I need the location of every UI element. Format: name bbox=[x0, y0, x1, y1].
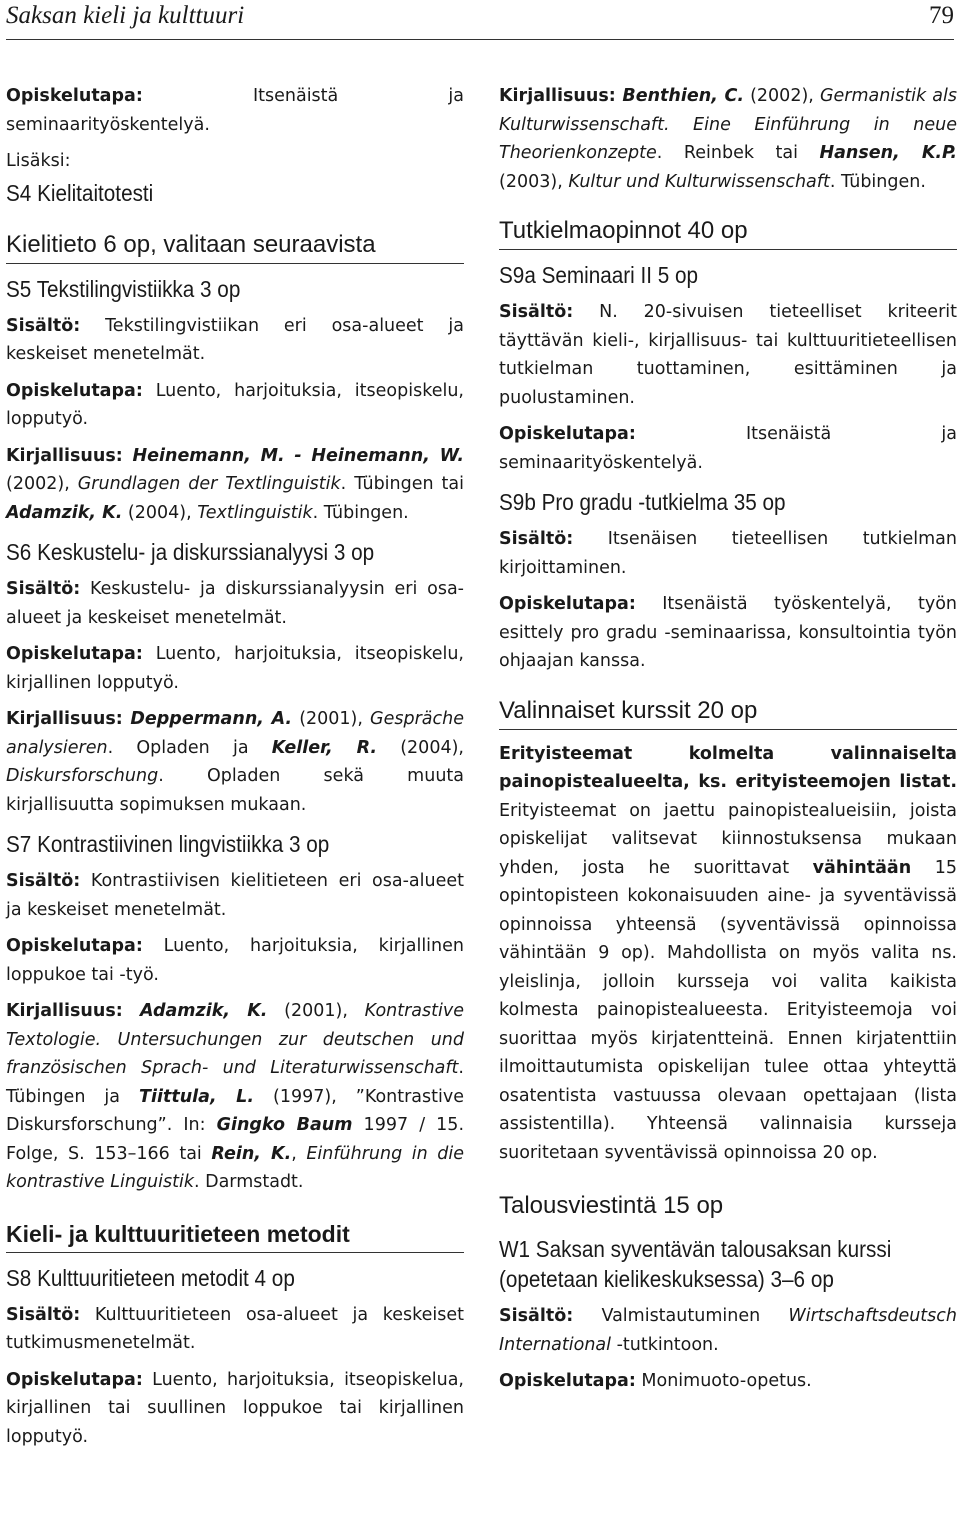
s9b-content: Sisältö: Itsenäisen tieteellisen tutkielman kirjoittaminen. bbox=[499, 529, 957, 578]
course-title-s8: S8 Kulttuuritieteen metodit 4 op bbox=[6, 1264, 295, 1291]
left-column bbox=[6, 82, 464, 1459]
w1-content: Sisältö: Valmistautuminen Wirtschaftsdeutsch International -tutkintoon. bbox=[499, 1306, 957, 1355]
course-title-s4: S4 Kielitaitotesti bbox=[6, 179, 154, 206]
s7-content: Sisältö: Kontrastiivisen kielitieteen eri osa-alueet ja keskeiset menetelmät. bbox=[6, 871, 464, 920]
s8-literature: Kirjallisuus: Benthien, C. (2002), Germanistik als Kulturwissenschaft. Eine Einführung in neue Theorienkonzepte. Reinbek tai Hansen, K.P. (2003), Kultur und Kulturwissenschaft. Tübingen. bbox=[499, 86, 957, 192]
s9a-method: Opiskelutapa: Itsenäistä ja seminaarityöskentelyä. bbox=[499, 424, 957, 473]
additional-label: Lisäksi: bbox=[6, 151, 71, 171]
s7-literature: Kirjallisuus: Adamzik, K. (2001), Kontrastive Textologie. Untersuchungen zur deutschen und französischen Sprach- und Literaturwissenschaft. Tübingen ja Tiittula, L. (1997), ”Kontrastive Diskursforschung”. In: Gingko Baum 1997 / 15. Folge, S. 153–166 tai Rein, K., Einführung in die kontrastive Linguistik. Darmstadt. bbox=[6, 1001, 465, 1192]
section-heading-metodit: Kieli- ja kulttuuritieteen metodit bbox=[6, 1219, 464, 1253]
page-number: 79 bbox=[929, 2, 954, 29]
s5-method: Opiskelutapa: Luento, harjoituksia, itseopiskelu, lopputyö. bbox=[6, 380, 464, 429]
course-title-s9b: S9b Pro gradu -tutkielma 35 op bbox=[499, 489, 786, 515]
course-title-s9a: S9a Seminaari II 5 op bbox=[499, 262, 699, 288]
s9a-content: Sisältö: N. 20-sivuisen tieteelliset kriteerit täyttävän kieli-, kirjallisuus- tai kulttuuritieteellisen tutkielman tuottaminen, esittäminen ja puolustaminen. bbox=[499, 302, 957, 408]
section-heading-kielitieto: Kielitieto 6 op, valitaan seuraavista bbox=[6, 230, 464, 264]
s9b-method: Opiskelutapa: Itsenäistä työskentelyä, työn esittely pro gradu -seminaarissa, konsultointia työn ohjaajan kanssa. bbox=[499, 594, 957, 671]
section-heading-talous: Talousviestintä 15 op bbox=[499, 1192, 724, 1219]
running-head-title: Saksan kieli ja kulttuuri bbox=[6, 2, 245, 29]
study-method-paragraph: Opiskelutapa: Itsenäistä ja seminaarityöskentelyä. bbox=[6, 86, 464, 135]
running-head bbox=[6, 0, 954, 38]
course-title-w1: W1 Saksan syventävän talousaksan kurssi (opetetaan kielikeskuksessa) 3–6 op bbox=[499, 1236, 892, 1292]
course-title-s7: S7 Kontrastiivinen lingvistiikka 3 op bbox=[6, 831, 330, 857]
s7-method: Opiskelutapa: Luento, harjoituksia, kirjallinen loppukoe tai -työ. bbox=[6, 936, 464, 985]
s6-literature: Kirjallisuus: Deppermann, A. (2001), Gespräche analysieren. Opladen ja Keller, R. (2004), Diskursforschung. Opladen sekä muuta kirjallisuutta sopimuksen mukaan. bbox=[6, 709, 464, 815]
section-heading-valinnaiset: Valinnaiset kurssit 20 op bbox=[499, 696, 957, 730]
section-heading-tutkielma: Tutkielmaopinnot 40 op bbox=[499, 216, 957, 250]
s6-content: Sisältö: Keskustelu- ja diskurssianalyysin eri osa-alueet ja keskeiset menetelmät. bbox=[6, 579, 464, 628]
s8-content: Sisältö: Kulttuuritieteen osa-alueet ja keskeiset tutkimusmenetelmät. bbox=[6, 1304, 464, 1353]
course-title-s6: S6 Keskustelu- ja diskurssianalyysi 3 op bbox=[6, 539, 375, 565]
course-title-s5: S5 Tekstilingvistiikka 3 op bbox=[6, 275, 241, 302]
w1-method: Opiskelutapa: Monimuoto-opetus. bbox=[499, 1371, 812, 1391]
header-rule bbox=[6, 39, 954, 40]
s5-content: Sisältö: Tekstilingvistiikan eri osa-alueet ja keskeiset menetelmät. bbox=[6, 315, 464, 364]
right-column bbox=[499, 82, 957, 1404]
s5-literature: Kirjallisuus: Heinemann, M. - Heinemann, W. (2002), Grundlagen der Textlinguistik. Tübingen tai Adamzik, K. (2004), Textlinguistik. Tübingen. bbox=[6, 445, 464, 523]
s6-method: Opiskelutapa: Luento, harjoituksia, itseopiskelu, kirjallinen lopputyö. bbox=[6, 644, 464, 693]
s8-method: Opiskelutapa: Luento, harjoituksia, itseopiskelua, kirjallinen tai suullinen loppukoe tai kirjallinen lopputyö. bbox=[6, 1369, 464, 1447]
special-themes-paragraph: Erityisteemat kolmelta valinnaiselta painopistealueelta, ks. erityisteemojen listat. Erityisteemat on jaettu painopistealueisiin, joista opiskelijat valitsevat kiinnostuksensa mukaan yhden, josta he suorittavat vähintään 15 opintopisteen kokonaisuuden aine- ja syventävissä opinnoissa yhteensä (syventävissä opinnoissa vähintään 9 op). Mahdollista on myös valita ns. yleislinja, jolloin kursseja voi valita kaikista kolmesta painopistealueesta. Erityisteemoja voi suorittaa myös kirjatentteinä. Ennen kirjatenttiin ilmoittautumista opiskelijan tulee ottaa yhteyttä osatentista vastuussa olevaan opettajaan (lista assistentilla). Yhteensä valinnaisia kursseja suoritetaan syventävissä opinnoissa 20 op. bbox=[499, 743, 957, 1163]
